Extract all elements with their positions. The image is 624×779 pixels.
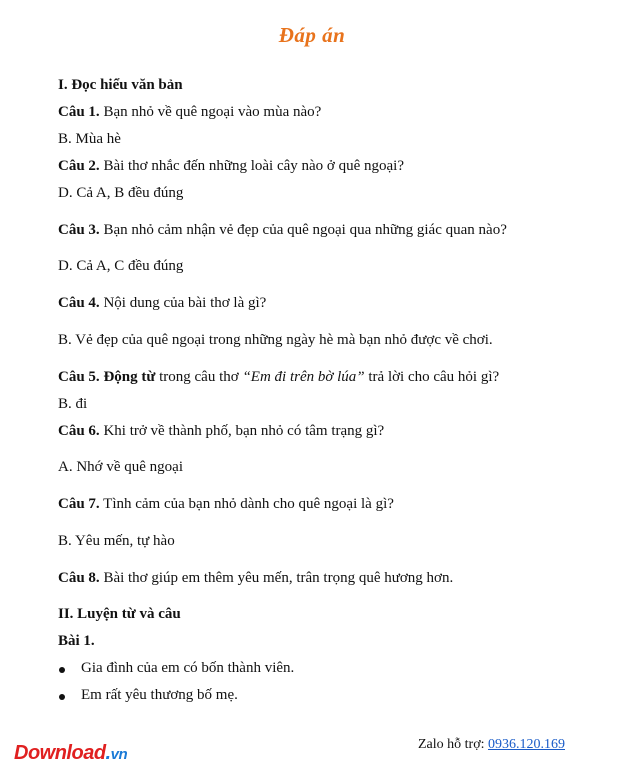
answer-7: B. Yêu mến, tự hào xyxy=(58,533,175,549)
question-text: trong câu thơ xyxy=(155,369,243,385)
question-3 xyxy=(58,222,507,239)
exercise-label: Bài 1. xyxy=(58,633,95,649)
question-label: Câu 5. xyxy=(58,369,100,385)
question-text: Bạn nhỏ về quê ngoại vào mùa nào? xyxy=(99,104,322,120)
question-label: Câu 7. xyxy=(58,496,100,512)
section-heading-vocabulary: II. Luyện từ và câu xyxy=(58,606,181,622)
question-8 xyxy=(58,570,453,587)
question-keyword: Động từ xyxy=(103,369,156,385)
question-text: trả lời cho câu hỏi gì? xyxy=(364,369,500,385)
question-label: Câu 6. xyxy=(58,423,100,439)
logo-text: Download xyxy=(14,742,106,764)
answer-6: A. Nhớ về quê ngoại xyxy=(58,459,183,475)
question-4 xyxy=(58,295,266,312)
list-item-text: Em rất yêu thương bố mẹ. xyxy=(81,687,238,703)
question-label: Câu 3. xyxy=(58,222,100,238)
question-2 xyxy=(58,158,404,175)
bullet-icon xyxy=(59,694,65,700)
section-heading-reading: I. Đọc hiểu văn bản xyxy=(58,77,183,93)
list-item-text: Gia đình của em có bốn thành viên. xyxy=(81,660,295,676)
question-1 xyxy=(58,104,321,121)
question-text: Bài thơ giúp em thêm yêu mến, trân trọng quê hương hơn. xyxy=(99,570,454,586)
question-5 xyxy=(58,369,499,386)
logo-dot: . xyxy=(105,742,111,764)
download-logo[interactable] xyxy=(14,742,127,765)
question-7 xyxy=(58,496,394,513)
answer-4: B. Vẻ đẹp của quê ngoại trong những ngày hè mà bạn nhỏ được về chơi. xyxy=(58,332,493,348)
answer-1: B. Mùa hè xyxy=(58,131,121,147)
question-label: Câu 2. xyxy=(58,158,100,174)
question-6 xyxy=(58,423,384,440)
support-contact xyxy=(418,737,565,753)
question-text: Bài thơ nhắc đến những loài cây nào ở quê ngoại? xyxy=(99,158,405,174)
answer-2: D. Cả A, B đều đúng xyxy=(58,185,184,201)
question-label: Câu 4. xyxy=(58,295,100,311)
question-text: Nội dung của bài thơ là gì? xyxy=(99,295,267,311)
support-label: Zalo hỗ trợ: xyxy=(418,737,488,752)
page-title: Đáp án xyxy=(278,23,346,47)
question-text: Tình cảm của bạn nhỏ dành cho quê ngoại là gì? xyxy=(99,496,394,512)
question-label: Câu 8. xyxy=(58,570,100,586)
logo-domain: vn xyxy=(110,746,128,763)
support-phone-link[interactable]: 0936.120.169 xyxy=(488,737,565,752)
question-quote: “Em đi trên bờ lúa” xyxy=(242,369,365,385)
bullet-icon xyxy=(59,667,65,673)
question-label: Câu 1. xyxy=(58,104,100,120)
answer-3: D. Cả A, C đều đúng xyxy=(58,258,184,274)
question-text: Khi trở về thành phố, bạn nhỏ có tâm trạng gì? xyxy=(99,423,385,439)
answer-5: B. đi xyxy=(58,396,88,412)
question-text: Bạn nhỏ cảm nhận vẻ đẹp của quê ngoại qua những giác quan nào? xyxy=(99,222,507,238)
